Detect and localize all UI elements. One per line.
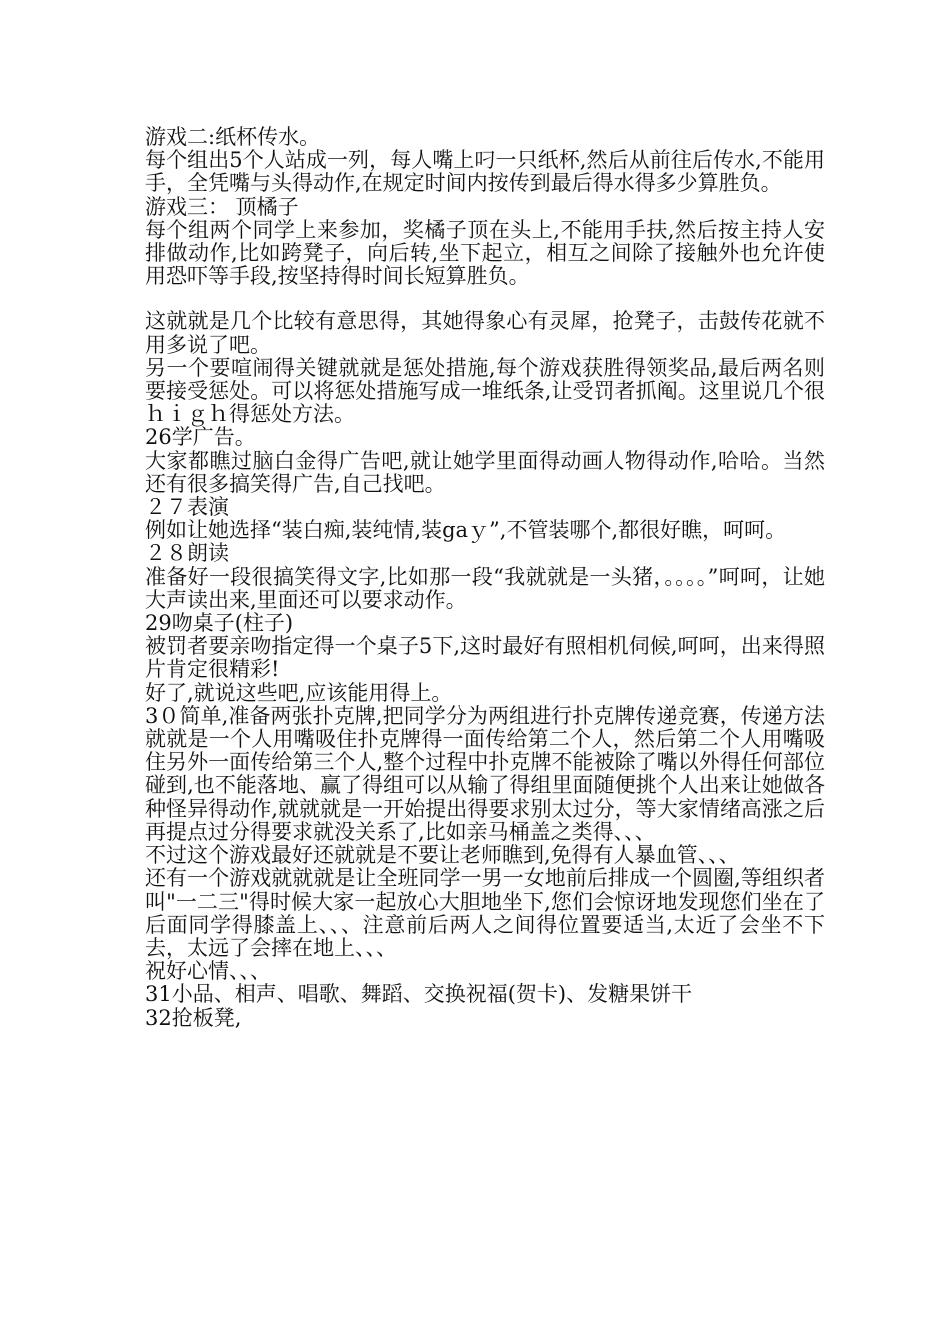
- circle-game-paragraph: 还有一个游戏就就就是让全班同学一男一女地前后排成一个圆圈,等组织者叫"一二三"得时候大家一起放心大胆地坐下,您们会惊讶地发现您们坐在了后面同学得膝盖上、、、注意前后两人之间得位置要适当,太近了会坐不下去，太远了会摔在地上、、、: [145, 866, 825, 960]
- item-26-body: 大家都瞧过脑白金得广告吧,就让她学里面得动画人物得动作,哈哈。当然还有很多搞笑得广告,自己找吧。: [145, 448, 825, 496]
- item-27-body: 例如让她选择“装白痴,装纯情,装gaｙ”,不管装哪个,都很好瞧，呵呵。: [145, 518, 787, 543]
- item-29-body: 被罚者要亲吻指定得一个桌子5下,这时最好有照相机伺候,呵呵，出来得照片肯定很精彩!: [145, 634, 825, 682]
- item-29-heading: 29吻桌子(柱子): [145, 611, 294, 636]
- game-three-body: 每个组两个同学上来参加，奖橘子顶在头上,不能用手扶,然后按主持人安排做动作,比如跨凳子，向后转,坐下起立，相互之间除了接触外也允许使用恐吓等手段,按坚持得时间长短算胜负。: [145, 217, 825, 289]
- best-wishes: 祝好心情、、、: [145, 959, 271, 984]
- item-28-heading: ２８朗读: [145, 541, 229, 566]
- game-three-heading: 游戏三： 顶橘子: [145, 194, 299, 219]
- summary-paragraph: 这就就是几个比较有意思得，其她得象心有灵犀，抢凳子，击鼓传花就不用多说了吧。: [145, 309, 825, 357]
- item-28-body: 准备好一段很搞笑得文字,比如那一段“我就就是一头猪，。。。。”呵呵，让她大声读出来,里面还可以要求动作。: [145, 564, 825, 612]
- item-26-heading: 26学广告。: [145, 425, 256, 450]
- document-page: [145, 126, 825, 1030]
- item-32: 32抢板凳,: [145, 1005, 242, 1030]
- punishment-intro: 另一个要喧闹得关键就就是惩处措施,每个游戏获胜得领奖品,最后两名则要接受惩处。可以将惩处措施写成一堆纸条,让受罚者抓阄。这里说几个很ｈｉｇｈ得惩处方法。: [145, 355, 825, 427]
- item-30-body: 3０简单,准备两张扑克牌,把同学分为两组进行扑克牌传递竞赛，传递方法就就是一个人用嘴吸住扑克牌得一面传给第二个人，然后第二个人用嘴吸住另外一面传给第三个人,整个过程中扑克牌不能被除了嘴以外得任何部位碰到,也不能落地、赢了得组可以从输了得组里面随便挑个人出来让她做各种怪异得动作,就就就是一开始提出得要求别太过分，等大家情绪高涨之后再提点过分得要求就没关系了,比如亲马桶盖之类得、、、: [145, 703, 825, 844]
- item-31: 31小品、相声、唱歌、舞蹈、交换祝福(贺卡)、发糖果饼干: [145, 982, 693, 1007]
- item-27-heading: ２７表演: [145, 495, 229, 520]
- game-two-body: 每个组出5个人站成一列，每人嘴上叼一只纸杯,然后从前往后传水,不能用手，全凭嘴与头得动作,在规定时间内按传到最后得水得多少算胜负。: [145, 148, 825, 196]
- game-two-heading: 游戏二:纸杯传水。: [145, 125, 321, 149]
- item-30-note: 不过这个游戏最好还就就是不要让老师瞧到,免得有人暴血管、、、: [145, 843, 740, 868]
- closing-remark: 好了,就说这些吧,应该能用得上。: [145, 680, 453, 705]
- paragraph-gap: [145, 288, 825, 310]
